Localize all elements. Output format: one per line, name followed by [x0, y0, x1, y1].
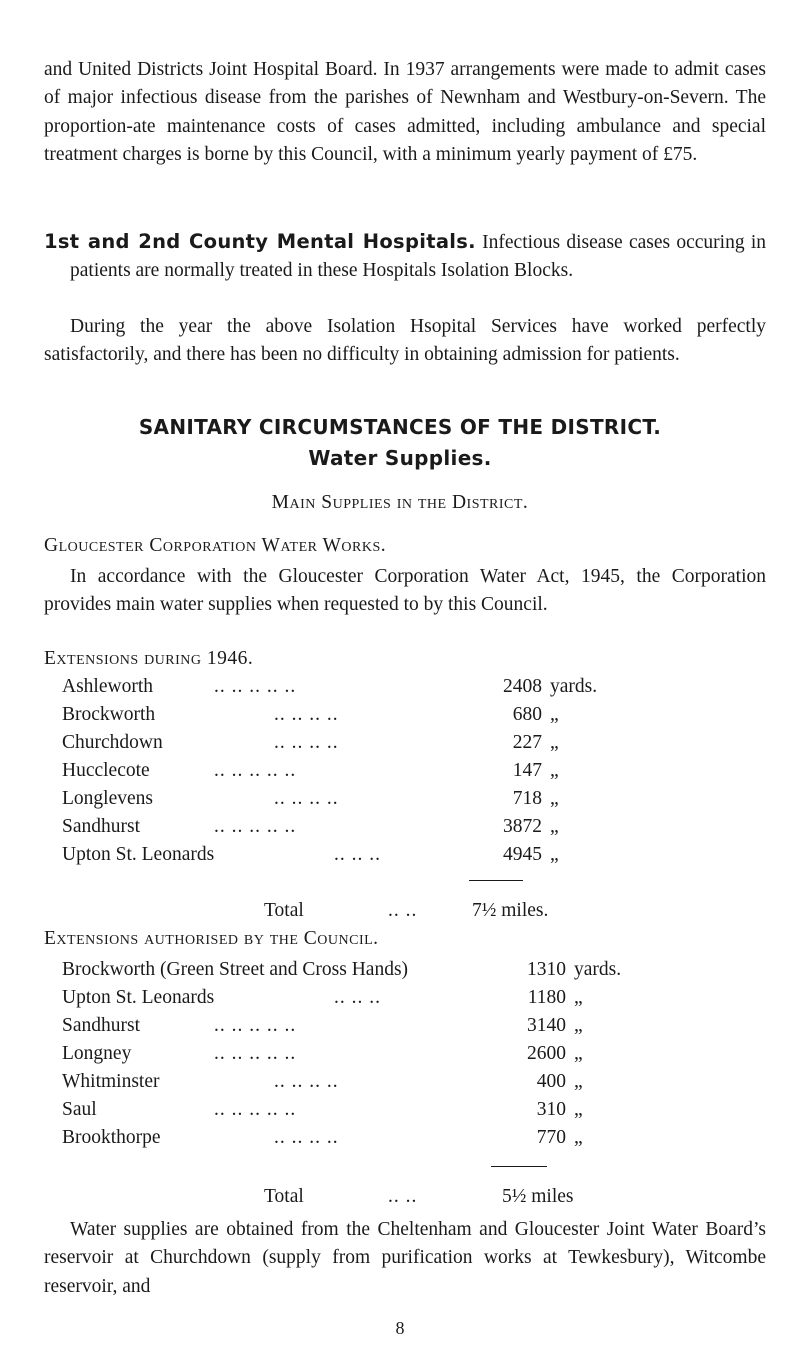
row-unit: „: [550, 760, 559, 781]
accordance-paragraph: In accordance with the Gloucester Corporation Water Act, 1945, the Corporation provides main water supplies when requested to by this Council.: [44, 566, 766, 616]
row-name: Upton St. Leonards: [62, 987, 215, 1008]
row-amount: 680: [512, 704, 542, 725]
total-label: Total: [264, 900, 304, 921]
row-name: Sandhurst: [62, 1015, 140, 1036]
row-amount: 310: [536, 1099, 566, 1120]
table-row: [62, 760, 782, 788]
row-amount: 3140: [527, 1015, 566, 1036]
row-unit: „: [574, 1099, 583, 1120]
section-title: SANITARY CIRCUMSTANCES OF THE DISTRICT.: [138, 415, 662, 439]
table-row: [62, 732, 782, 760]
table-row: [62, 704, 782, 732]
row-amount: 1180: [527, 987, 566, 1008]
mental-hospitals-text: Infectious disease cases occuring in patients are normally treated in these Hospitals Isolation Blocks.: [70, 232, 766, 282]
row-unit: „: [574, 987, 583, 1008]
table-row: [62, 1015, 782, 1043]
row-leader: .. .. .. ..: [274, 732, 339, 753]
row-unit: „: [550, 844, 559, 865]
row-name: Hucclecote: [62, 760, 150, 781]
row-name: Longney: [62, 1043, 132, 1064]
row-amount: 718: [512, 788, 542, 809]
row-unit: „: [550, 816, 559, 837]
row-unit: „: [574, 1015, 583, 1036]
corporation-heading: Gloucester Corporation Water Works.: [44, 535, 387, 556]
row-unit: „: [574, 1043, 583, 1064]
row-name: Churchdown: [62, 732, 163, 753]
row-unit: „: [550, 788, 559, 809]
row-leader: .. .. .. .. ..: [214, 1015, 297, 1036]
total-value: 5½ miles: [502, 1186, 574, 1207]
row-name: Brockworth: [62, 704, 156, 725]
total-rule: [469, 880, 523, 881]
row-leader: .. ..: [388, 1186, 418, 1207]
row-amount: 770: [536, 1127, 566, 1148]
row-unit: „: [574, 1127, 583, 1148]
row-name: Longlevens: [62, 788, 153, 809]
table-row: [62, 816, 782, 844]
row-name: Whitminster: [62, 1071, 160, 1092]
table-row: [62, 788, 782, 816]
table-row: [62, 959, 782, 987]
extensions-1946-heading: Extensions during 1946.: [44, 648, 254, 669]
row-name: Sandhurst: [62, 816, 140, 837]
table-row: [62, 676, 782, 704]
row-unit: yards.: [550, 676, 598, 697]
table-row: [62, 1071, 782, 1099]
intro-paragraph: and United Districts Joint Hospital Board. In 1937 arrangements were made to admit cases of major infectious disease from the parishes of Newnham and Westbury-on-Severn. The proportion-ate maintenance costs of cases admitted, including ambulance and special treatment charges is borne by this Council, with a minimum yearly payment of £75.: [44, 59, 766, 166]
row-amount: 2600: [527, 1043, 566, 1064]
row-leader: .. .. ..: [334, 844, 381, 865]
row-leader: .. ..: [388, 900, 418, 921]
row-leader: .. .. .. .. ..: [214, 816, 297, 837]
row-unit: „: [550, 704, 559, 725]
row-leader: .. .. .. ..: [274, 704, 339, 725]
isolation-paragraph: During the year the above Isolation Hsopital Services have worked perfectly satisfactorily, and there has been no difficulty in obtaining admission for patients.: [44, 316, 766, 366]
section-subtitle: Water Supplies.: [308, 446, 492, 470]
row-leader: .. .. .. ..: [274, 1127, 339, 1148]
row-amount: 147: [512, 760, 542, 781]
page-number: 8: [395, 1318, 405, 1338]
row-leader: .. .. .. .. ..: [214, 676, 297, 697]
row-leader: .. .. .. .. ..: [214, 1099, 297, 1120]
row-amount: 4945: [503, 844, 542, 865]
row-leader: .. .. .. .. ..: [214, 1043, 297, 1064]
total-value: 7½ miles.: [472, 900, 549, 921]
mental-hospitals-heading: 1st and 2nd County Mental Hospitals.: [44, 230, 476, 253]
table-row: [62, 1099, 782, 1127]
table-row: [62, 844, 782, 872]
row-leader: .. .. .. .. ..: [214, 760, 297, 781]
total-row: [62, 900, 782, 928]
row-leader: .. .. .. ..: [274, 1071, 339, 1092]
row-unit: yards.: [574, 959, 622, 980]
row-name: Upton St. Leonards: [62, 844, 215, 865]
row-unit: „: [550, 732, 559, 753]
row-name: Brockworth (Green Street and Cross Hands): [62, 959, 409, 980]
row-amount: 3872: [503, 816, 542, 837]
main-supplies-heading: Main Supplies in the District.: [271, 492, 529, 513]
total-label: Total: [264, 1186, 304, 1207]
table-row: [62, 1043, 782, 1071]
row-amount: 400: [536, 1071, 566, 1092]
row-unit: „: [574, 1071, 583, 1092]
row-name: Brookthorpe: [62, 1127, 161, 1148]
total-rule: [491, 1166, 547, 1167]
total-row: [62, 1186, 782, 1214]
row-name: Saul: [62, 1099, 97, 1120]
row-name: Ashleworth: [62, 676, 153, 697]
row-leader: .. .. ..: [334, 987, 381, 1008]
table-row: [62, 987, 782, 1015]
row-amount: 2408: [503, 676, 542, 697]
mental-hospitals-paragraph: [44, 228, 766, 286]
closing-paragraph: Water supplies are obtained from the Cheltenham and Gloucester Joint Water Board’s reservoir at Churchdown (supply from purification works at Tewkesbury), Witcombe reservoir, and: [44, 1219, 766, 1297]
row-leader: .. .. .. ..: [274, 788, 339, 809]
extensions-authorised-heading: Extensions authorised by the Council.: [44, 928, 379, 949]
row-amount: 1310: [527, 959, 566, 980]
row-amount: 227: [512, 732, 542, 753]
table-row: [62, 1127, 782, 1155]
